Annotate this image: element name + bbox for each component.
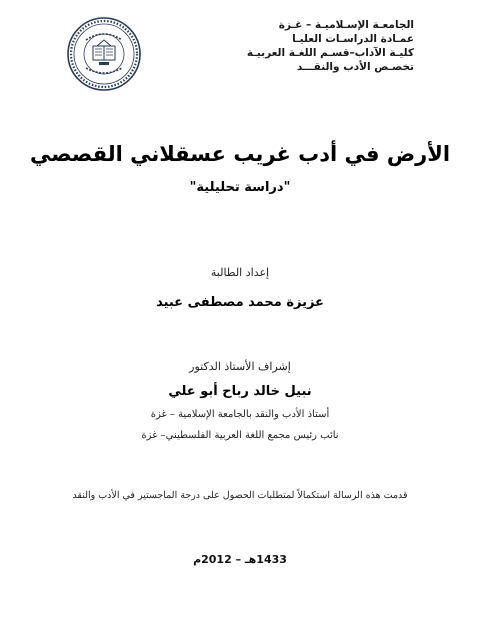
thesis-title: الأرض في أدب غريب عسقلاني القصصي <box>29 142 451 166</box>
submission-date: 1433هـ – 2012م <box>193 553 287 566</box>
university-seal-icon <box>66 16 142 92</box>
header-graduate-studies: عمـادة الدراسـات العليـا <box>292 33 414 45</box>
header-university-name: الجامعـة الإسـلاميـة – غـزة <box>278 19 414 31</box>
supervisor-title-1: أستاذ الأدب والنقد بالجامعة الإسلامية – غزة <box>150 409 330 420</box>
student-name: عزيزة محمد مصطفى عبيد <box>156 295 324 310</box>
supervisor-name: نبيل خالد رباح أبو علي <box>168 384 312 399</box>
university-header <box>246 18 414 74</box>
preparation-label: إعداد الطالبة <box>210 266 270 279</box>
thesis-subtitle: "دراسة تحليلية" <box>189 180 291 195</box>
submission-note: قدمت هذه الرسالة استكمالاً لمتطلبات الحصول على درجة الماجستير في الأدب والنقد <box>72 490 408 501</box>
supervision-label: إشراف الأستاذ الدكتور <box>189 360 291 373</box>
supervisor-title-2: نائب رئيس مجمع اللغة العربية الفلسطيني– غزة <box>141 430 339 441</box>
header-specialization: تخصـص الأدب والنقـــد <box>296 61 414 73</box>
header-faculty: كليـة الآداب–قسـم اللغـة العربيـة <box>246 47 414 59</box>
